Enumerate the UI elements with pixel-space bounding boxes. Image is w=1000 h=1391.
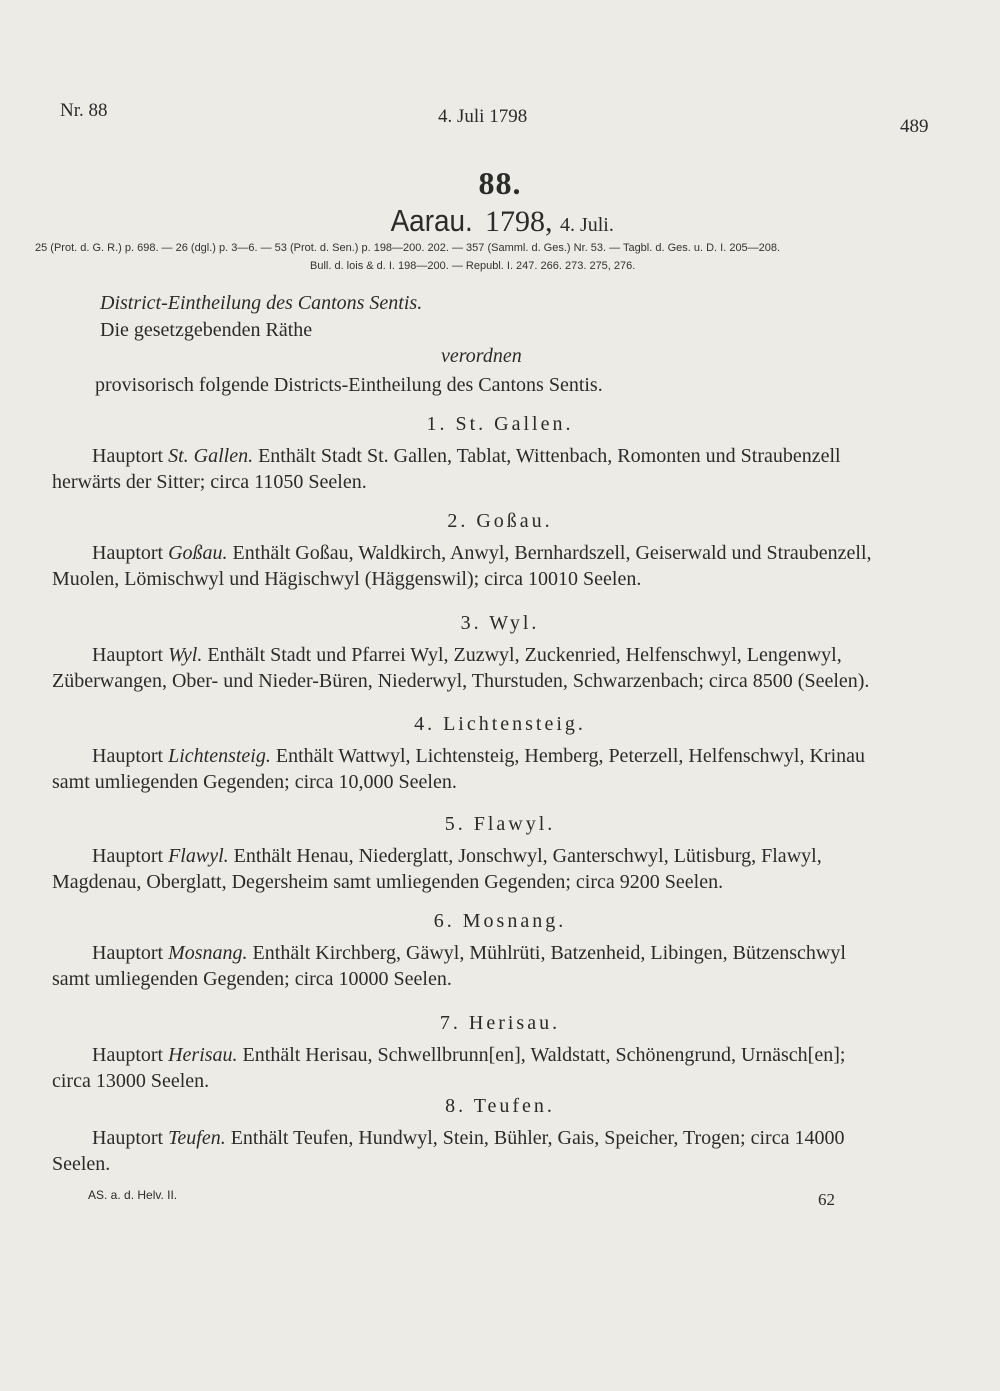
district-hauptort-label: Hauptort (92, 644, 164, 666)
district-places: Enthält Goßau, Waldkirch, Anwyl, Bernhardszell, Geiserwald und Straubenzell, (232, 542, 872, 564)
district-places: Enthält Teufen, Hundwyl, Stein, Bühler, Gais, Speicher, Trogen; circa 14000 (230, 1127, 845, 1149)
district-heading: 1. St. Gallen. (426, 413, 574, 435)
district-line-2: Seelen. (52, 1153, 111, 1175)
district-places: Enthält Herisau, Schwellbrunn[en], Waldstatt, Schönengrund, Urnäsch[en]; (242, 1044, 846, 1066)
preamble-line-3: provisorisch folgende Districts-Eintheilung des Cantons Sentis. (95, 374, 603, 396)
footer-signature-number: 62 (818, 1190, 835, 1209)
district-hauptort-label: Hauptort (92, 1127, 164, 1149)
district-capital: Flawyl. (168, 845, 229, 867)
district-line-2: Muolen, Lömischwyl und Hägischwyl (Häggenswil); circa 10010 Seelen. (52, 568, 642, 590)
district-line-1 (92, 540, 872, 566)
subject-heading: District-Eintheilung des Cantons Sentis. (100, 292, 423, 314)
district-heading: 8. Teufen. (445, 1095, 555, 1117)
district-capital: Mosnang. (168, 942, 248, 964)
district-heading: 3. Wyl. (460, 612, 540, 634)
district-places: Enthält Kirchberg, Gäwyl, Mühlrüti, Batzenheid, Libingen, Bützenschwyl (252, 942, 846, 964)
district-capital: Goßau. (168, 542, 228, 564)
district-line-1 (92, 1042, 845, 1068)
district-line-2: samt umliegenden Gegenden; circa 10,000 Seelen. (52, 771, 457, 793)
district-capital: Herisau. (168, 1044, 238, 1066)
title-place: Aarau. (390, 203, 473, 238)
references-line-2: Bull. d. lois & d. I. 198—200. — Republ. I. 247. 266. 273. 275, 276. (310, 260, 636, 272)
district-heading: 2. Goßau. (447, 510, 553, 532)
district-capital: Wyl. (168, 644, 203, 666)
district-line-1 (92, 940, 846, 966)
district-hauptort-label: Hauptort (92, 1044, 164, 1066)
district-line-2: samt umliegenden Gegenden; circa 10000 Seelen. (52, 968, 452, 990)
preamble-verordnen: verordnen (441, 345, 522, 367)
district-places: Enthält Henau, Niederglatt, Jonschwyl, Ganterschwyl, Lütisburg, Flawyl, (233, 845, 822, 867)
district-hauptort-label: Hauptort (92, 845, 164, 867)
title-year: 1798, (484, 205, 553, 238)
district-line-1 (92, 642, 842, 668)
district-line-2: Züberwangen, Ober- und Nieder-Büren, Niederwyl, Thurstuden, Schwarzenbach; circa 8500 (Seelen). (52, 670, 870, 692)
district-line-1 (92, 1125, 844, 1151)
district-heading: 5. Flawyl. (444, 813, 556, 835)
references-line-1: 25 (Prot. d. G. R.) p. 698. — 26 (dgl.) p. 3—6. — 53 (Prot. d. Sen.) p. 198—200. 202. — 357 (Samml. d. Ges.) Nr. 53. — Tagbl. d. Ges. u. D. I. 205—208. (35, 242, 781, 254)
district-line-1 (92, 843, 822, 869)
district-places: Enthält Stadt St. Gallen, Tablat, Wittenbach, Romonten und Straubenzell (258, 445, 841, 467)
district-line-1 (92, 443, 841, 469)
district-hauptort-label: Hauptort (92, 445, 164, 467)
district-hauptort-label: Hauptort (92, 542, 164, 564)
district-capital: Lichtensteig. (168, 745, 271, 767)
district-line-2: circa 13000 Seelen. (52, 1070, 210, 1092)
district-line-1 (92, 743, 865, 769)
district-heading: 4. Lichtensteig. (414, 713, 586, 735)
district-hauptort-label: Hauptort (92, 942, 164, 964)
document-title (0, 203, 1000, 239)
header-page-number: 489 (900, 116, 929, 137)
district-places: Enthält Stadt und Pfarrei Wyl, Zuzwyl, Zuckenried, Helfenschwyl, Lengenwyl, (207, 644, 842, 666)
district-capital: Teufen. (168, 1127, 226, 1149)
header-document-number: Nr. 88 (60, 100, 108, 121)
district-line-2: herwärts der Sitter; circa 11050 Seelen. (52, 471, 367, 493)
document-number: 88. (478, 165, 522, 201)
header-date: 4. Juli 1798 (438, 106, 528, 127)
district-line-2: Magdenau, Oberglatt, Degersheim samt umliegenden Gegenden; circa 9200 Seelen. (52, 871, 724, 893)
district-heading: 6. Mosnang. (433, 910, 567, 932)
district-heading: 7. Herisau. (439, 1012, 561, 1034)
footer-source: AS. a. d. Helv. II. (88, 1188, 178, 1202)
district-capital: St. Gallen. (168, 445, 254, 467)
district-hauptort-label: Hauptort (92, 745, 164, 767)
district-places: Enthält Wattwyl, Lichtensteig, Hemberg, Peterzell, Helfenschwyl, Krinau (275, 745, 866, 767)
title-date: 4. Juli. (559, 214, 614, 236)
preamble-line-1: Die gesetzgebenden Räthe (100, 319, 313, 341)
